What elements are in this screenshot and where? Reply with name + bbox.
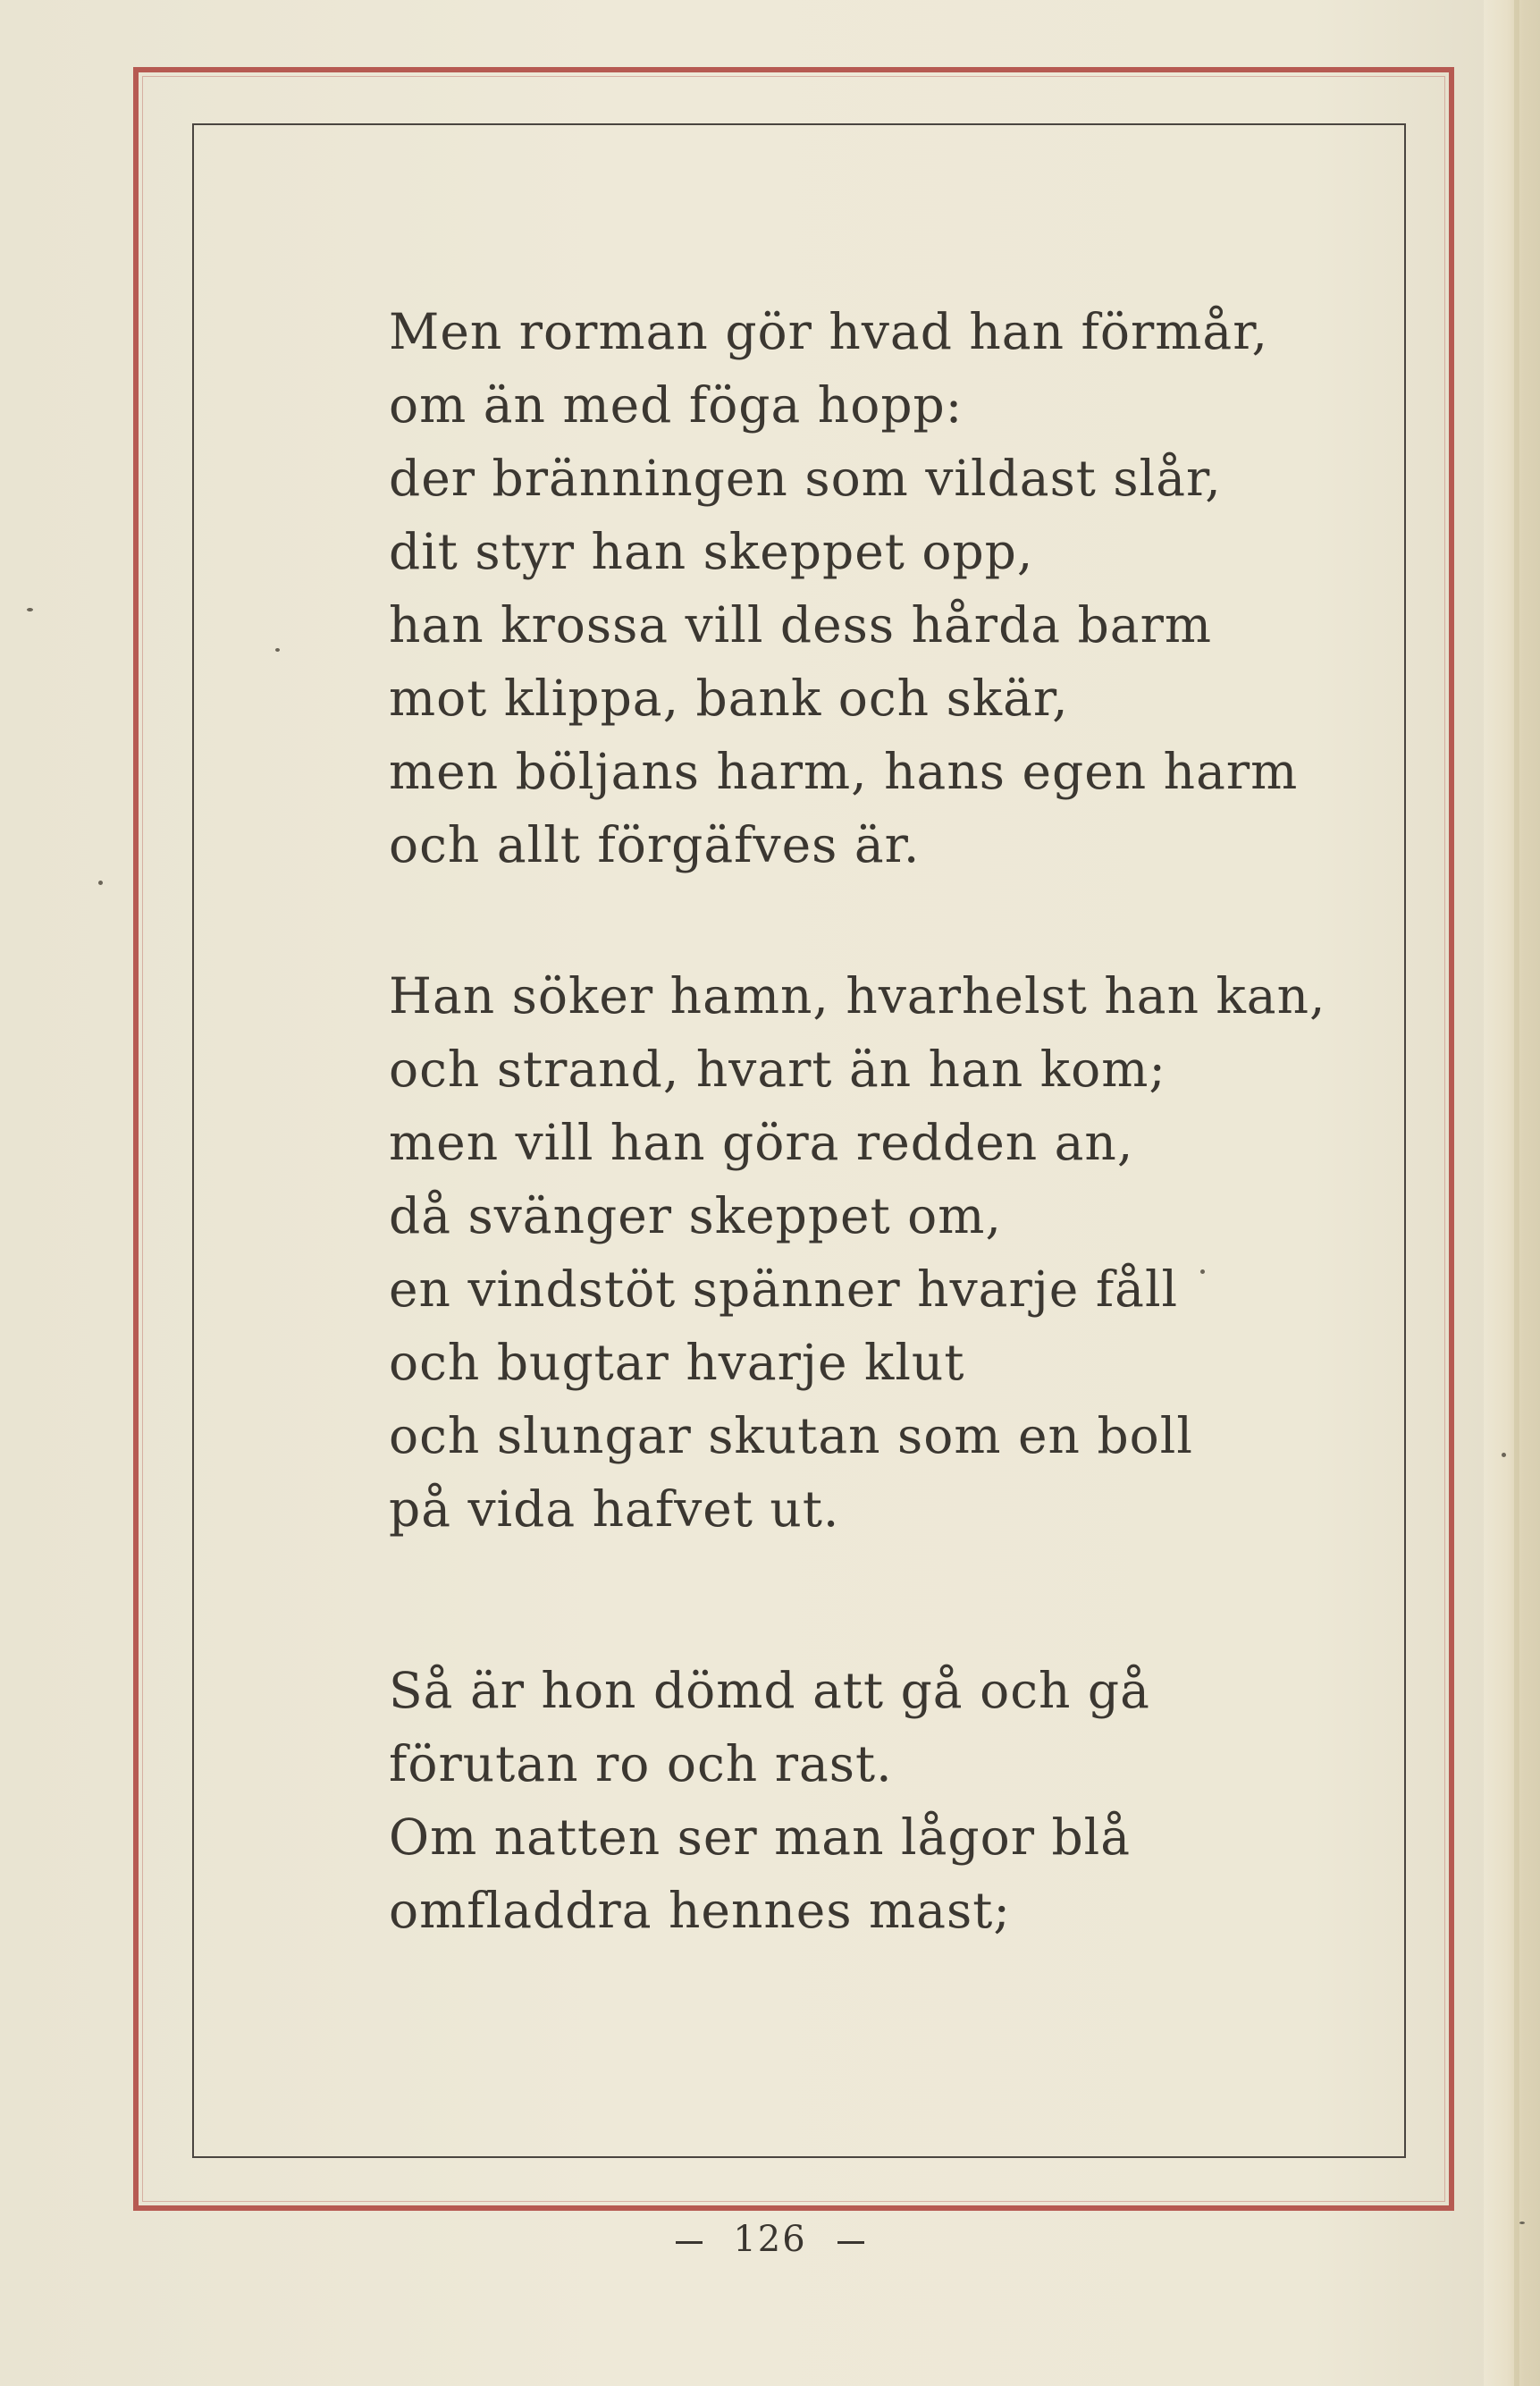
book-gutter-edge (1484, 0, 1540, 2386)
poem-line: der bränningen som vildast slår, (389, 450, 1222, 507)
poem-line: då svänger skeppet om, (389, 1187, 1002, 1244)
poem-text (389, 295, 1354, 1947)
paper-speck (27, 608, 33, 611)
poem-line: om än med föga hopp: (389, 376, 964, 434)
stanza-3 (389, 1654, 1354, 1947)
poem-line: en vindstöt spänner hvarje fåll (389, 1260, 1179, 1318)
paper-speck (1502, 1453, 1506, 1457)
poem-line: och bugtar hvarje klut (389, 1334, 965, 1391)
poem-line: mot klippa, bank och skär, (389, 670, 1069, 727)
poem-line: men böljans harm, hans egen harm (389, 743, 1299, 800)
poem-line: och strand, hvart än han kom; (389, 1041, 1166, 1098)
poem-line: omfladdra hennes mast; (389, 1882, 1011, 1939)
poem-line: på vida hafvet ut. (389, 1480, 840, 1538)
poem-line: förutan ro och rast. (389, 1735, 893, 1792)
paper-speck (1200, 1269, 1205, 1274)
paper-speck (275, 648, 280, 652)
poem-line: och allt förgäfves är. (389, 816, 921, 873)
poem-line: Om natten ser man lågor blå (389, 1808, 1132, 1866)
stanza-2 (389, 959, 1354, 1546)
poem-line: dit styr han skeppet opp, (389, 523, 1034, 580)
poem-line: Han söker hamn, hvarhelst han kan, (389, 967, 1326, 1024)
paper-speck (1519, 2222, 1525, 2224)
poem-line: han krossa vill dess hårda barm (389, 596, 1213, 653)
dash-right (837, 2241, 864, 2244)
poem-line: Så är hon dömd att gå och gå (389, 1662, 1150, 1719)
poem-line: men vill han göra redden an, (389, 1114, 1134, 1171)
page-number: 126 (733, 2219, 807, 2260)
poem-line: Men rorman gör hvad han förmår, (389, 303, 1268, 360)
page-footer (0, 2219, 1540, 2260)
poem-line: och slungar skutan som en boll (389, 1407, 1193, 1464)
stanza-1 (389, 295, 1354, 881)
dash-left (676, 2241, 703, 2244)
paper-speck (98, 881, 103, 885)
